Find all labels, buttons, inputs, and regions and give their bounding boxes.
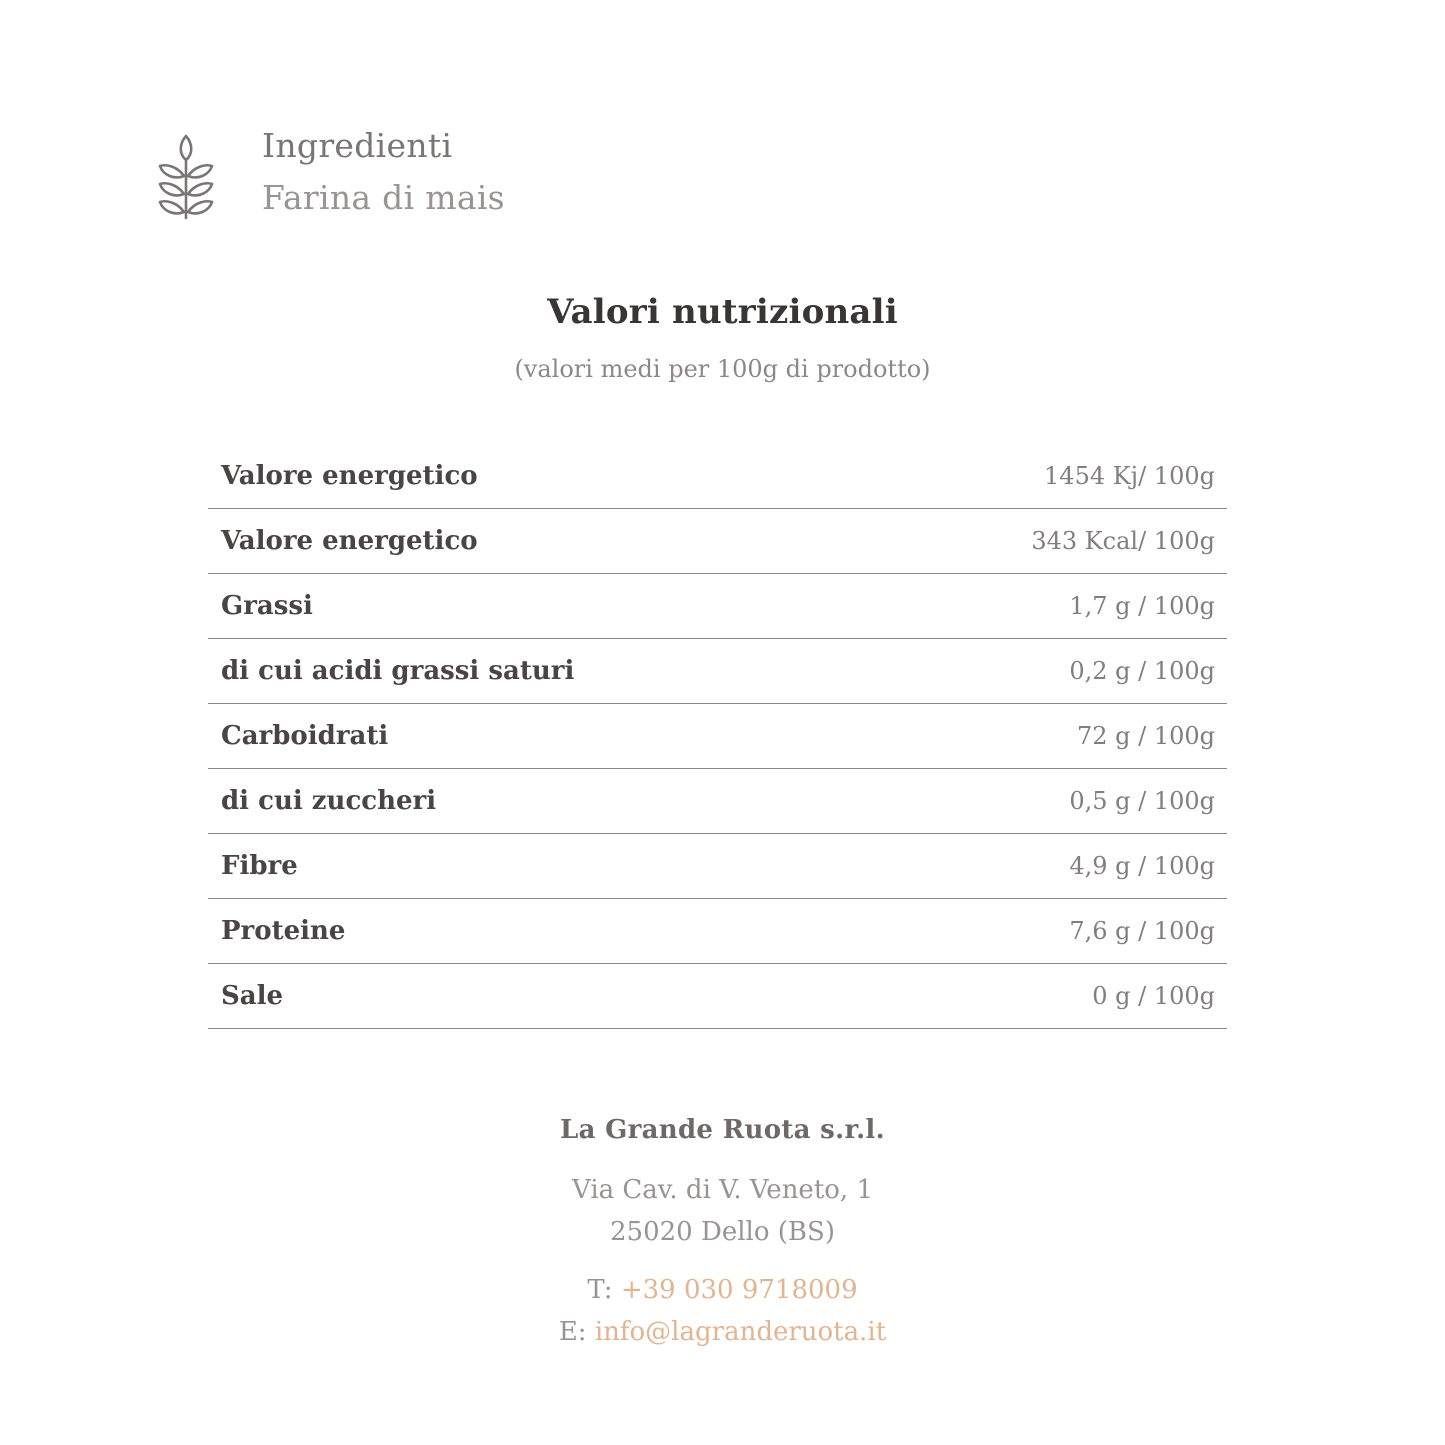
ingredients-title: Ingredienti: [262, 126, 453, 165]
wheat-icon: [155, 132, 217, 224]
phone-label: T:: [587, 1275, 613, 1305]
nutrient-name: Valore energetico: [221, 526, 478, 556]
nutrient-value: 4,9 g / 100g: [1069, 852, 1215, 880]
nutrition-title: Valori nutrizionali: [547, 292, 898, 332]
email-line: [0, 1317, 1445, 1347]
nutrient-name: di cui acidi grassi saturi: [221, 656, 575, 686]
table-row: [208, 899, 1227, 964]
nutrition-subtitle: (valori medi per 100g di prodotto): [514, 355, 931, 383]
table-row: [208, 769, 1227, 834]
table-row: [208, 444, 1227, 509]
nutrient-value: 0,2 g / 100g: [1069, 657, 1215, 685]
address-line-1: Via Cav. di V. Veneto, 1: [572, 1175, 873, 1205]
nutrient-name: di cui zuccheri: [221, 786, 437, 816]
table-row: [208, 639, 1227, 704]
nutrient-value: 0 g / 100g: [1092, 982, 1215, 1010]
nutrient-name: Carboidrati: [221, 721, 389, 751]
nutrient-name: Proteine: [221, 916, 346, 946]
company-name: La Grande Ruota s.r.l.: [560, 1115, 885, 1145]
email-link[interactable]: info@lagranderuota.it: [594, 1317, 887, 1347]
ingredients-block: [155, 122, 505, 226]
ingredients-value: Farina di mais: [262, 178, 505, 217]
table-row: [208, 509, 1227, 574]
nutrient-value: 72 g / 100g: [1076, 722, 1215, 750]
table-row: [208, 574, 1227, 639]
table-row: [208, 834, 1227, 899]
email-label: E:: [558, 1317, 587, 1347]
phone-link[interactable]: +39 030 9718009: [620, 1275, 858, 1305]
ingredients-text: [262, 122, 505, 226]
nutrient-value: 1,7 g / 100g: [1069, 592, 1215, 620]
nutrient-name: Sale: [221, 981, 284, 1011]
table-row: [208, 964, 1227, 1029]
nutrient-value: 7,6 g / 100g: [1069, 917, 1215, 945]
nutrient-value: 343 Kcal/ 100g: [1031, 527, 1215, 555]
table-row: [208, 704, 1227, 769]
nutrient-name: Valore energetico: [221, 461, 478, 491]
phone-line: [0, 1275, 1445, 1305]
nutrient-name: Fibre: [221, 851, 298, 881]
nutrient-value: 0,5 g / 100g: [1069, 787, 1215, 815]
nutrition-table: [208, 444, 1227, 1029]
address-line-2: 25020 Dello (BS): [610, 1217, 835, 1247]
nutrient-value: 1454 Kj/ 100g: [1044, 462, 1215, 490]
nutrient-name: Grassi: [221, 591, 313, 621]
